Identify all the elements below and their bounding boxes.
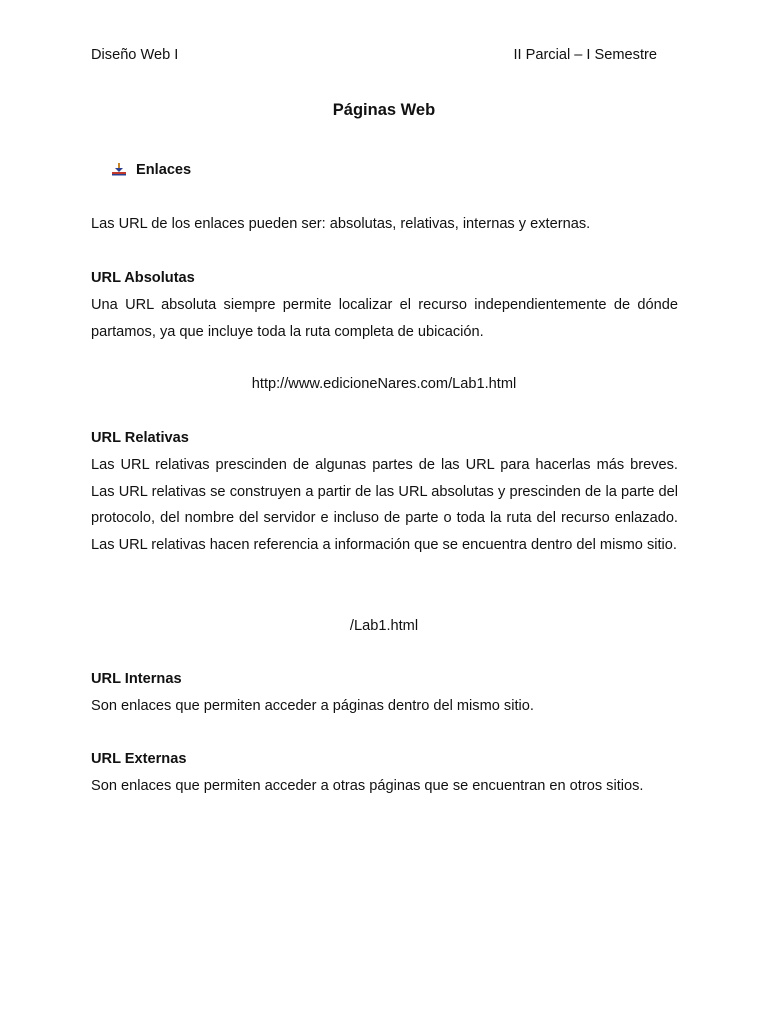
internas-section [91,666,678,720]
section-label: Enlaces [136,162,192,178]
relativas-text: Las URL relativas prescinden de algunas partes de las URL para hacerlas más breves. Las URL relativas se construyen a partir de las URL absolutas y prescinden de la parte del protocolo, del nombre del servidor e incluso de parte o toda la ruta del recurso enlazado. Las URL relativas hacen referencia a información que se encuentra dentro del mismo sitio. [91,456,678,554]
header-term: II Parcial – I Semestre [513,47,657,63]
relativas-example: /Lab1.html [349,618,419,634]
absolutas-example: http://www.edicioneNares.com/Lab1.html [251,376,517,392]
header-course: Diseño Web I [91,47,179,63]
externas-section [91,746,678,800]
absolutas-text: Una URL absoluta siempre permite localizar el recurso independientemente de dónde partamos, ya que incluye toda la ruta completa de ubicación. [91,296,678,340]
externas-text: Son enlaces que permiten acceder a otras páginas que se encuentran en otros sitios. [91,777,644,794]
intro-paragraph: Las URL de los enlaces pueden ser: absolutas, relativas, internas y externas. [91,216,591,232]
page-title: Páginas Web [332,101,436,119]
section-heading [112,161,191,179]
internas-text: Son enlaces que permiten acceder a páginas dentro del mismo sitio. [91,697,534,714]
internas-heading: URL Internas [91,671,182,687]
relativas-heading: URL Relativas [91,430,189,446]
bullet-arrow-icon [112,163,126,177]
externas-heading: URL Externas [91,751,187,767]
absolutas-section [91,265,678,345]
relativas-section [91,425,678,559]
absolutas-heading: URL Absolutas [91,270,195,286]
